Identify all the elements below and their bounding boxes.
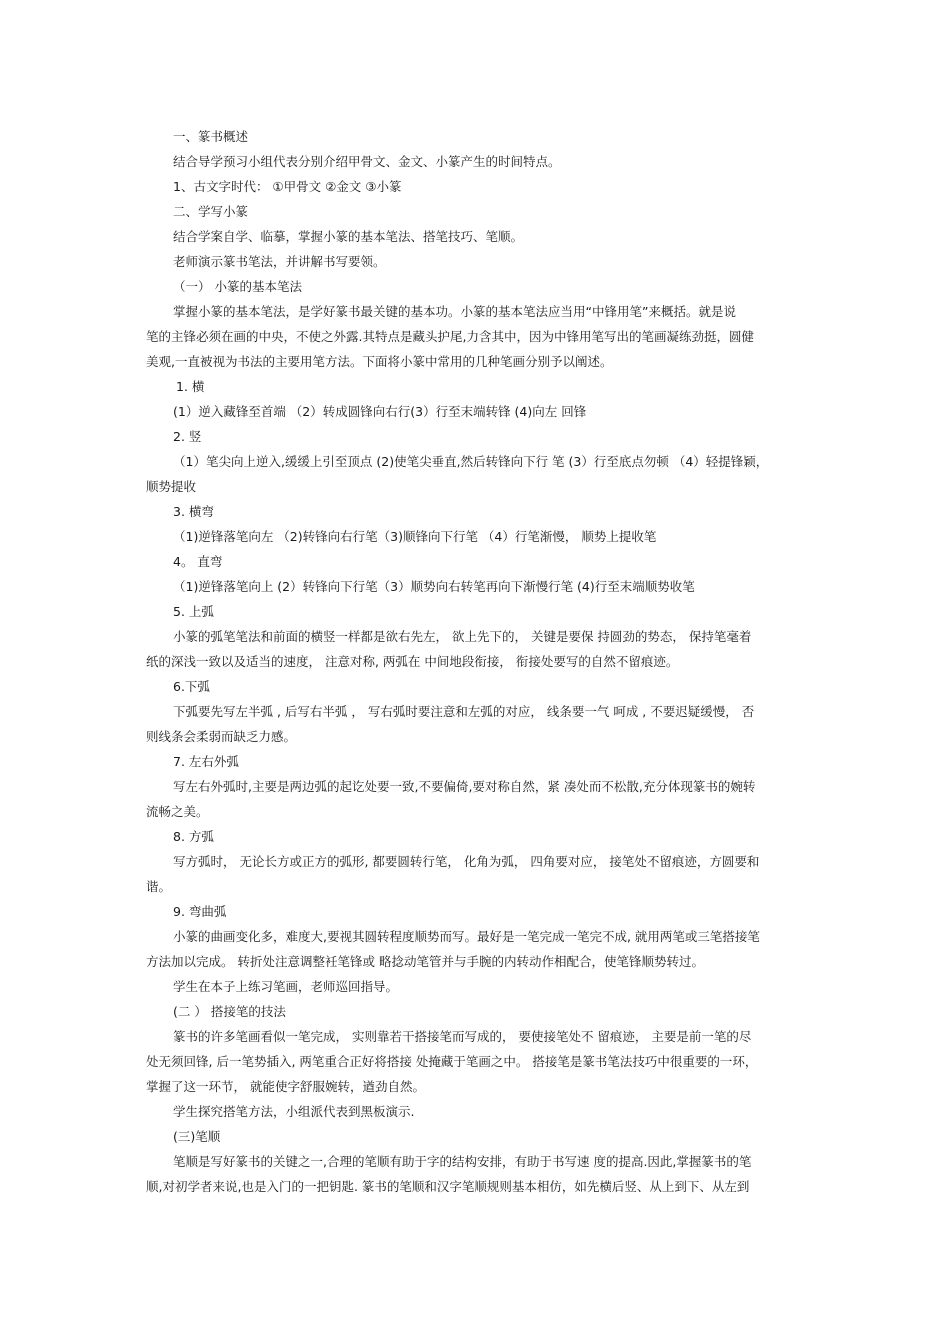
subsection-heading: (三)笔顺 — [173, 1129, 221, 1144]
paragraph-line: （1）笔尖向上逆入,缓缓上引至顶点 (2)使笔尖垂直,然后转锋向下行 笔 (3）行至底点勿顿 （4）轻提锋颖， — [173, 454, 769, 469]
section-heading-1: 一、篆书概述 — [173, 129, 249, 144]
paragraph-line: 流畅之美。 — [146, 804, 209, 819]
paragraph-line: （1)逆锋落笔向左 （2)转锋向右行笔（3)顺锋向下行笔 （4）行笔渐慢， 顺势上提收笔 — [173, 529, 657, 544]
paragraph-line: 谐。 — [146, 879, 172, 894]
paragraph-line: 笔的主锋必须在画的中央，不使之外露.其特点是藏头护尾,力含其中，因为中锋用笔写出的笔画凝练劲挺，圆健 — [146, 329, 754, 344]
paragraph-line: 结合学案自学、临摹，掌握小篆的基本笔法、搭笔技巧、笔顺。 — [173, 229, 524, 244]
paragraph-line: 1、古文字时代： ①甲骨文 ②金文 ③小篆 — [173, 179, 402, 194]
section-heading-2: 二、学写小篆 — [173, 204, 249, 219]
paragraph-line: （1)逆锋落笔向上 (2）转锋向下行笔（3）顺势向右转笔再向下渐慢行笔 (4)行至末端顺势收笔 — [173, 579, 695, 594]
paragraph-line: 老师演示篆书笔法，并讲解书写要领。 — [173, 254, 386, 269]
paragraph-line: 学生在本子上练习笔画，老师巡回指导。 — [173, 979, 399, 994]
paragraph-line: 纸的深浅一致以及适当的速度， 注意对称, 两弧在 中间地段衔接， 衔接处要写的自然不留痕迹。 — [146, 654, 679, 669]
paragraph-line: 掌握了这一环节， 就能使字舒服婉转，遒劲自然。 — [146, 1079, 425, 1094]
paragraph-line: 处无须回锋, 后一笔势插入, 两笔重合正好将搭接 处掩藏于笔画之中。 搭接笔是篆书笔法技巧中很重要的一环， — [146, 1054, 758, 1069]
paragraph-line: 篆书的许多笔画看似一笔完成， 实则靠若干搭接笔而写成的， 要使接笔处不 留痕迹， 主要是前一笔的尽 — [173, 1029, 752, 1044]
subsection-heading: (二 ） 搭接笔的技法 — [173, 1004, 286, 1019]
paragraph-line: (1）逆入藏锋至首端 （2）转成圆锋向右行(3）行至末端转锋 (4)向左 回锋 — [173, 404, 587, 419]
paragraph-line: 小篆的曲画变化多，难度大,要视其圆转程度顺势而写。最好是一笔完成一笔完不成, 就用两笔或三笔搭接笔 — [173, 929, 760, 944]
stroke-heading: 9. 弯曲弧 — [173, 904, 227, 919]
paragraph-line: 下弧要先写左半弧 , 后写右半弧 ， 写右弧时要注意和左弧的对应， 线条要一气 呵成 , 不要迟疑缓慢， 否 — [173, 704, 755, 719]
stroke-heading: 2. 竖 — [173, 429, 202, 444]
paragraph-line: 方法加以完成。 转折处注意调整衽笔锋或 略捻动笔管并与手腕的内转动作相配合，使笔锋顺势转过。 — [146, 954, 704, 969]
paragraph-line: 笔顺是写好篆书的关键之一,合理的笔顺有助于字的结构安排，有助于书写速 度的提高.因此,掌握篆书的笔 — [173, 1154, 752, 1169]
paragraph-line: 学生探究搭笔方法，小组派代表到黑板演示. — [173, 1104, 415, 1119]
paragraph-line: 结合导学预习小组代表分别介绍甲骨文、金文、小篆产生的时间特点。 — [173, 154, 561, 169]
stroke-heading: 1. 横 — [176, 379, 205, 394]
stroke-heading: 3. 横弯 — [173, 504, 214, 519]
paragraph-line: 小篆的弧笔笔法和前面的横竖一样都是欲右先左， 欲上先下的， 关键是要保 持圆劲的势态， 保持笔毫着 — [173, 629, 752, 644]
subsection-heading: （一） 小篆的基本笔法 — [173, 279, 302, 294]
stroke-heading: 7. 左右外弧 — [173, 754, 239, 769]
paragraph-line: 掌握小篆的基本笔法，是学好篆书最关键的基本功。小篆的基本笔法应当用“中锋用笔”来概括。就是说 — [173, 304, 736, 319]
stroke-heading: 6.下弧 — [173, 679, 210, 694]
paragraph-line: 美观,一直被视为书法的主要用笔方法。下面将小篆中常用的几种笔画分别予以阐述。 — [146, 354, 613, 369]
paragraph-line: 顺势提收 — [146, 479, 197, 494]
paragraph-line: 写左右外弧时,主要是两边弧的起讫处要一致,不要偏倚,要对称自然，紧 凑处而不松散,充分体现篆书的婉转 — [173, 779, 756, 794]
paragraph-line: 写方弧时， 无论长方或正方的弧形, 都要圆转行笔， 化角为弧， 四角要对应， 接笔处不留痕迹，方圆要和 — [173, 854, 760, 869]
paragraph-line: 顺,对初学者来说,也是入门的一把钥匙. 篆书的笔顺和汉字笔顺规则基本相仿，如先横后竖、从上到下、从左到 — [146, 1179, 750, 1194]
stroke-heading: 8. 方弧 — [173, 829, 214, 844]
stroke-heading: 5. 上弧 — [173, 604, 214, 619]
paragraph-line: 则线条会柔弱而缺乏力感。 — [146, 729, 297, 744]
stroke-heading: 4。 直弯 — [173, 554, 223, 569]
